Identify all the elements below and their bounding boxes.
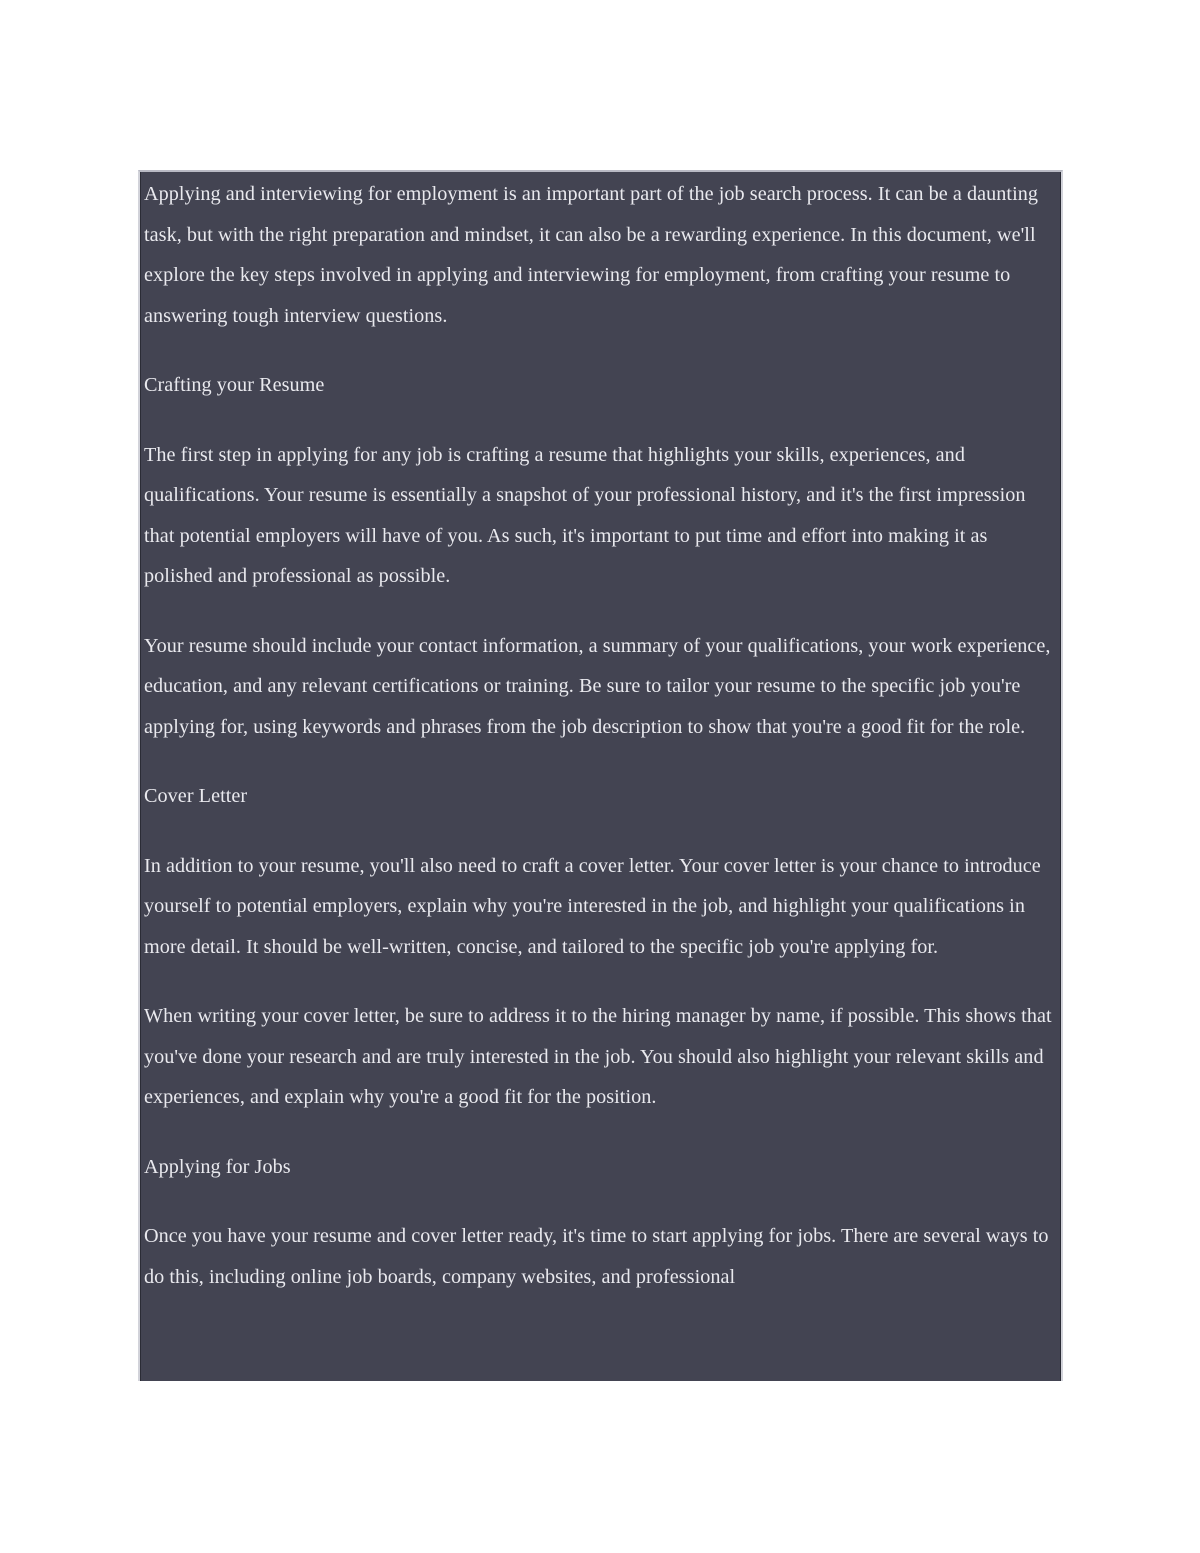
resume-paragraph-2: Your resume should include your contact information, a summary of your qualifications, your work experience, education, and any relevant certifications or training. Be sure to tailor your resume to the specific job you're applying for, using keywords and phrases from the job description to show that you're a good fit for the role. <box>144 634 1051 738</box>
applying-paragraph-1: Once you have your resume and cover letter ready, it's time to start applying for jobs. There are several ways to do this, including online job boards, company websites, and professional <box>144 1225 1049 1288</box>
section-heading-applying: Applying for Jobs <box>144 1155 291 1178</box>
document-body <box>144 174 1056 1326</box>
section-heading-resume: Crafting your Resume <box>144 374 325 396</box>
resume-paragraph-1: The first step in applying for any job is crafting a resume that highlights your skills, experiences, and qualifications. Your resume is essentially a snapshot of your professional history, and it's the first impression that potential employers will have of you. As such, it's important to put time and effort into making it as polished and professional as possible. <box>144 443 1026 587</box>
intro-paragraph: Applying and interviewing for employment is an important part of the job search process. It can be a daunting task, but with the right preparation and mindset, it can also be a rewarding experience. In this document, we'll explore the key steps involved in applying and interviewing for employment, from crafting your resume to answering tough interview questions. <box>144 183 1039 327</box>
cover-letter-paragraph-2: When writing your cover letter, be sure to address it to the hiring manager by name, if possible. This shows that you've done your research and are truly interested in the job. You should also highlight your relevant skills and experiences, and explain why you're a good fit for the position. <box>144 1005 1052 1108</box>
text-frame <box>138 170 1063 1381</box>
cover-letter-paragraph-1: In addition to your resume, you'll also need to craft a cover letter. Your cover letter is your chance to introduce yourself to potential employers, explain why you're interested in the job, and highlight your qualifications in more detail. It should be well-written, concise, and tailored to the specific job you're applying for. <box>144 854 1041 958</box>
section-heading-cover-letter: Cover Letter <box>144 785 248 807</box>
